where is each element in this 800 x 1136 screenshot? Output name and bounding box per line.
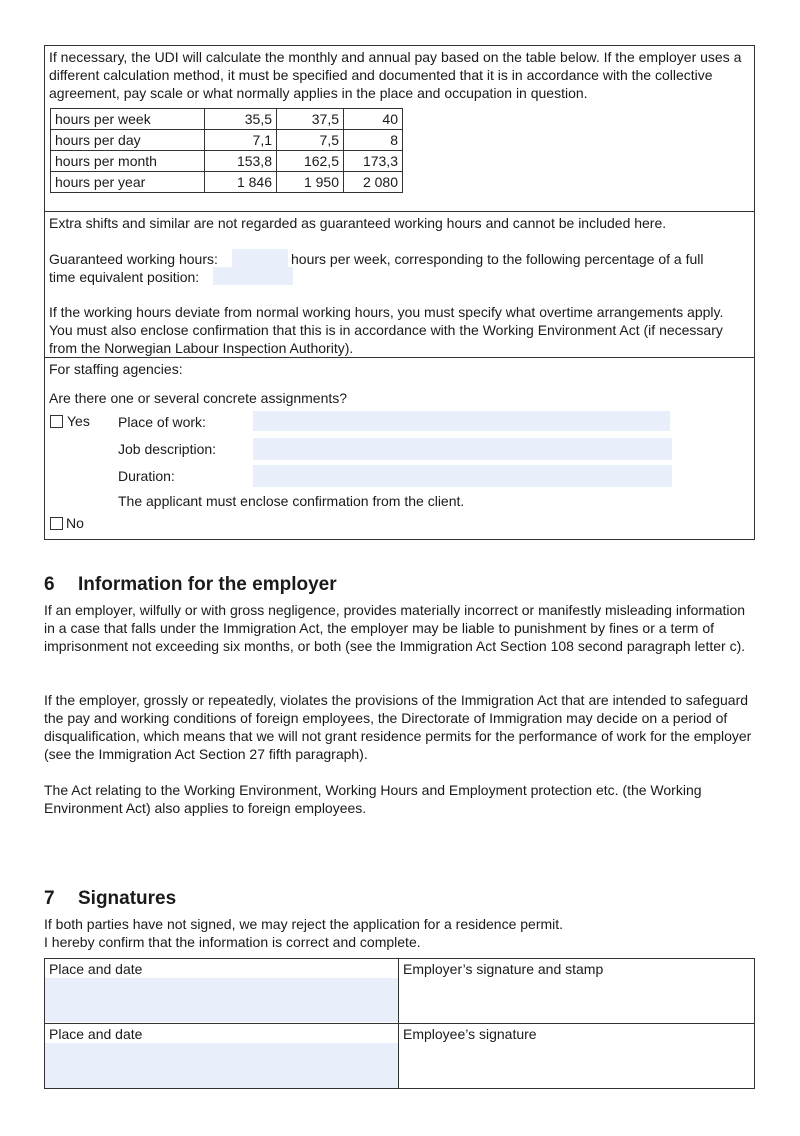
table-row: hours per week 35,5 37,5 40 <box>51 109 403 130</box>
hours-table <box>50 108 403 193</box>
section-7-title: Signatures <box>78 888 177 909</box>
signatures-line-2: I hereby confirm that the information is correct and complete. <box>44 934 421 950</box>
section-6-title: Information for the employer <box>78 574 337 595</box>
guaranteed-hours-line2: time equivalent position: <box>49 269 200 285</box>
section-6-number: 6 <box>44 574 55 595</box>
no-checkbox[interactable] <box>50 517 63 530</box>
signatures-line-1: If both parties have not signed, we may reject the application for a residence permit. <box>44 916 564 932</box>
place-of-work-label: Place of work: <box>118 414 206 430</box>
section-6-paragraph-3: The Act relating to the Working Environment, Working Hours and Employment protection etc. (the Working Environment Act) also applies to foreign employees. <box>44 782 702 816</box>
no-label: No <box>66 515 84 531</box>
percentage-field[interactable] <box>213 267 293 285</box>
guaranteed-hours-field[interactable] <box>232 249 288 267</box>
overtime-text: If the working hours deviate from normal working hours, you must specify what overtime arrangements apply. You must also enclose confirmation that this is in accordance with the Working Environment Act (if necessary from the Norwegian Labour Inspection Authority). <box>49 304 724 356</box>
table-row: hours per day 7,1 7,5 8 <box>51 130 403 151</box>
place-date-1-field[interactable] <box>45 978 398 1022</box>
yes-checkbox[interactable] <box>50 415 63 428</box>
employee-signature-label: Employee’s signature <box>403 1026 537 1042</box>
section-6-paragraph-2: If the employer, grossly or repeatedly, violates the provisions of the Immigration Act that are intended to safeguard the pay and working conditions of foreign employees, the Directorate of Immigration may decide on a period of disqualification, which means that we will not grant residence permits for the performance of work for the employer (see the Immigration Act Section 27 fifth paragraph). <box>44 692 752 762</box>
employer-signature-label: Employer’s signature and stamp <box>403 961 604 977</box>
job-description-label: Job description: <box>118 441 217 457</box>
extra-shifts-text: Extra shifts and similar are not regarded as guaranteed working hours and cannot be included here. <box>49 215 667 231</box>
table-row: hours per month 153,8 162,5 173,3 <box>51 151 403 172</box>
guaranteed-hours-label: Guaranteed working hours: <box>49 251 218 267</box>
employee-signature-area[interactable] <box>399 1043 754 1088</box>
job-description-field[interactable] <box>253 438 672 460</box>
place-date-2-field[interactable] <box>45 1043 398 1088</box>
place-of-work-field[interactable] <box>253 411 670 431</box>
duration-label: Duration: <box>118 468 175 484</box>
place-date-2-label: Place and date <box>49 1026 143 1042</box>
yes-label: Yes <box>67 413 90 429</box>
section-6-heading <box>44 574 337 596</box>
place-date-1-label: Place and date <box>49 961 143 977</box>
employer-signature-area[interactable] <box>399 978 754 1022</box>
staffing-title: For staffing agencies: <box>49 361 183 377</box>
table-row: hours per year 1 846 1 950 2 080 <box>51 172 403 193</box>
guaranteed-hours-suffix: hours per week, corresponding to the following percentage of a full <box>291 251 704 267</box>
section-6-paragraph-1: If an employer, wilfully or with gross negligence, provides materially incorrect or manifestly misleading information in a case that falls under the Immigration Act, the employer may be liable to punishment by fines or a term of imprisonment not exceeding six months, or both (see the Immigration Act Section 108 second paragraph letter c). <box>44 602 746 654</box>
signatures-row-divider <box>44 1023 755 1024</box>
section-7-number: 7 <box>44 888 55 909</box>
assignments-question: Are there one or several concrete assignments? <box>49 390 348 406</box>
divider-1 <box>44 211 755 212</box>
duration-field[interactable] <box>253 465 672 487</box>
client-confirmation-note: The applicant must enclose confirmation from the client. <box>118 493 465 509</box>
divider-2 <box>44 357 755 358</box>
section-7-heading <box>44 888 176 910</box>
pay-intro-text: If necessary, the UDI will calculate the monthly and annual pay based on the table below. If the employer uses a different calculation method, it must be specified and documented that it is in accordance with the collective agreement, pay scale or what normally applies in the place and occupation in question. <box>49 49 742 101</box>
